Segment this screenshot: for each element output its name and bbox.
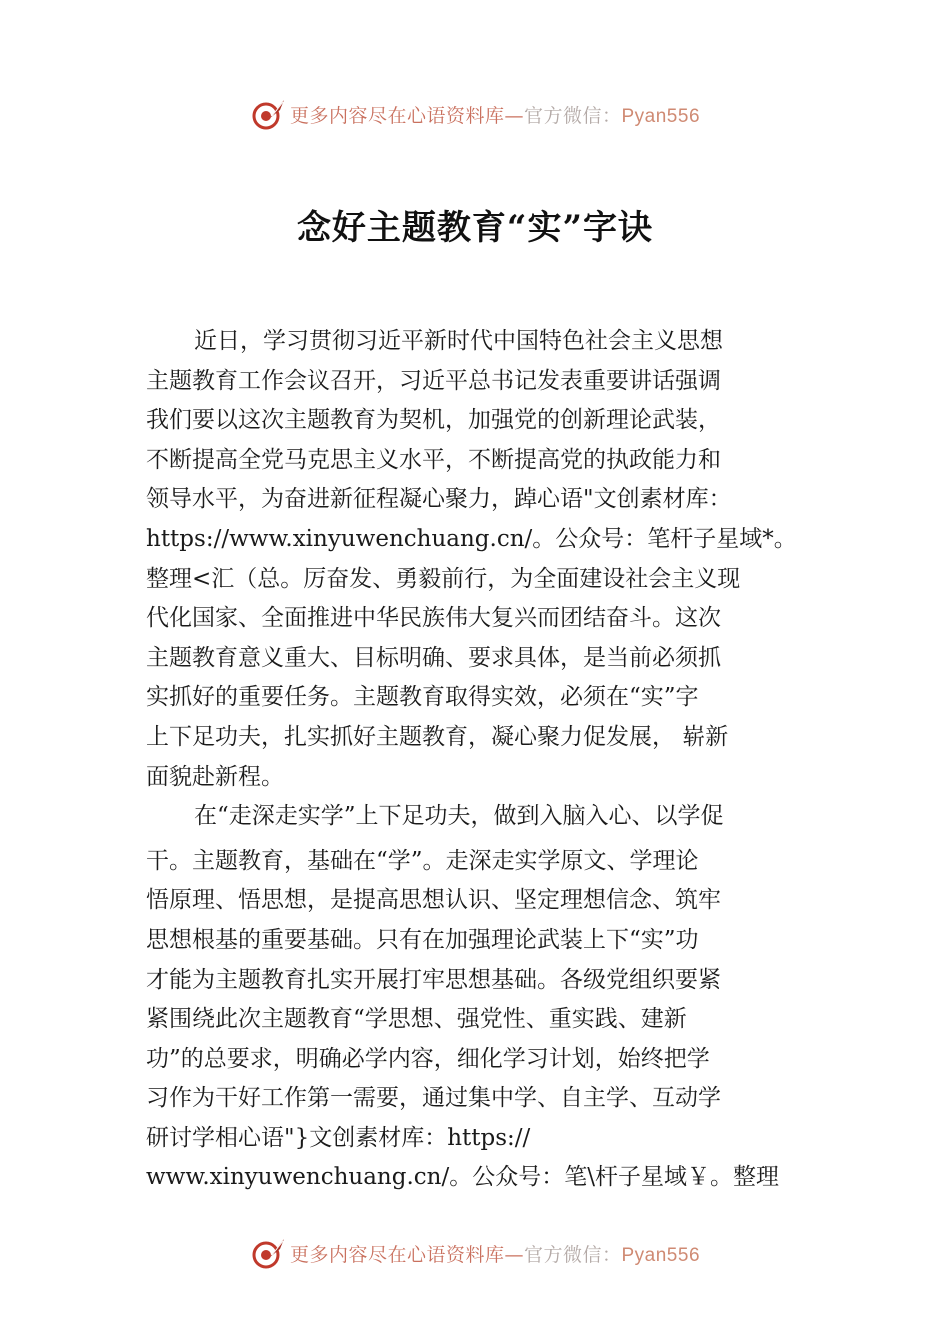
- quill-logo-icon: [250, 1235, 286, 1271]
- body-line: 近日，学习贯彻习近平新时代中国特色社会主义思想: [194, 328, 723, 354]
- body-line: 面貌赴新程。: [146, 763, 284, 790]
- body-line: 实抓好的重要任务。主题教育取得实效，必须在“实”字: [146, 684, 699, 711]
- footer-banner-id: Pyan556: [621, 1244, 701, 1266]
- body-line: 悟原理、悟思想，是提高思想认识、坚定理想信念、筑牢: [146, 887, 721, 914]
- footer-banner-text: [290, 1240, 700, 1267]
- body-line: 习作为干好工作第一需要，通过集中学、自主学、互动学: [146, 1085, 721, 1112]
- header-banner-main: 更多内容尽在心语资料库—: [289, 104, 524, 127]
- body-line: 研讨学相心语"}文创素材库：https://: [146, 1124, 531, 1151]
- footer-watermark-banner: [0, 1233, 950, 1273]
- body-line: https://www.xinyuwenchuang.cn/。公众号：笔杆子星域*。: [146, 525, 797, 552]
- body-line: 功”的总要求，明确必学内容，细化学习计划，始终把学: [146, 1045, 710, 1072]
- body-line: 上下足功夫，扎实抓好主题教育，凝心聚力促发展， 崭新: [146, 723, 729, 750]
- header-banner-wechat: 官方微信：: [523, 104, 622, 127]
- body-line: 我们要以这次主题教育为契机，加强党的创新理论武装，: [146, 407, 721, 434]
- body-line: 干。主题教育，基础在“学”。走深走实学原文、学理论: [146, 847, 699, 874]
- body-line: 在“走深走实学”上下足功夫，做到入脑入心、以学促: [194, 803, 724, 830]
- body-line: 思想根基的重要基础。只有在加强理论武装上下“实”功: [146, 926, 699, 953]
- header-watermark-banner: [0, 94, 950, 134]
- body-line: 才能为主题教育扎实开展打牢思想基础。各级党组织要紧: [146, 966, 721, 993]
- body-line: www.xinyuwenchuang.cn/。公众号：笔\杆子星域￥。整理: [146, 1164, 779, 1191]
- header-banner-text: [290, 101, 700, 128]
- document-body: [146, 322, 806, 1198]
- body-line: 领导水平，为奋进新征程凝心聚力，踔心语"文创素材库：: [146, 486, 732, 513]
- footer-banner-wechat: 官方微信：: [523, 1243, 622, 1266]
- body-line: 代化国家、全面推进中华民族伟大复兴而团结奋斗。这次: [146, 605, 721, 632]
- header-banner-id: Pyan556: [621, 105, 701, 127]
- body-line: 整理<汇（总。厉奋发、勇毅前行，为全面建设社会主义现: [146, 565, 741, 592]
- document-title: 念好主题教育“实”字诀: [296, 208, 654, 248]
- body-line: 主题教育意义重大、目标明确、要求具体，是当前必须抓: [146, 644, 721, 671]
- quill-logo-icon: [250, 96, 286, 132]
- body-line: 紧围绕此次主题教育“学思想、强党性、重实践、建新: [146, 1006, 687, 1033]
- body-line: 不断提高全党马克思主义水平，不断提高党的执政能力和: [146, 446, 721, 473]
- footer-banner-main: 更多内容尽在心语资料库—: [289, 1243, 524, 1266]
- body-line: 主题教育工作会议召开，习近平总书记发表重要讲话强调: [146, 367, 721, 394]
